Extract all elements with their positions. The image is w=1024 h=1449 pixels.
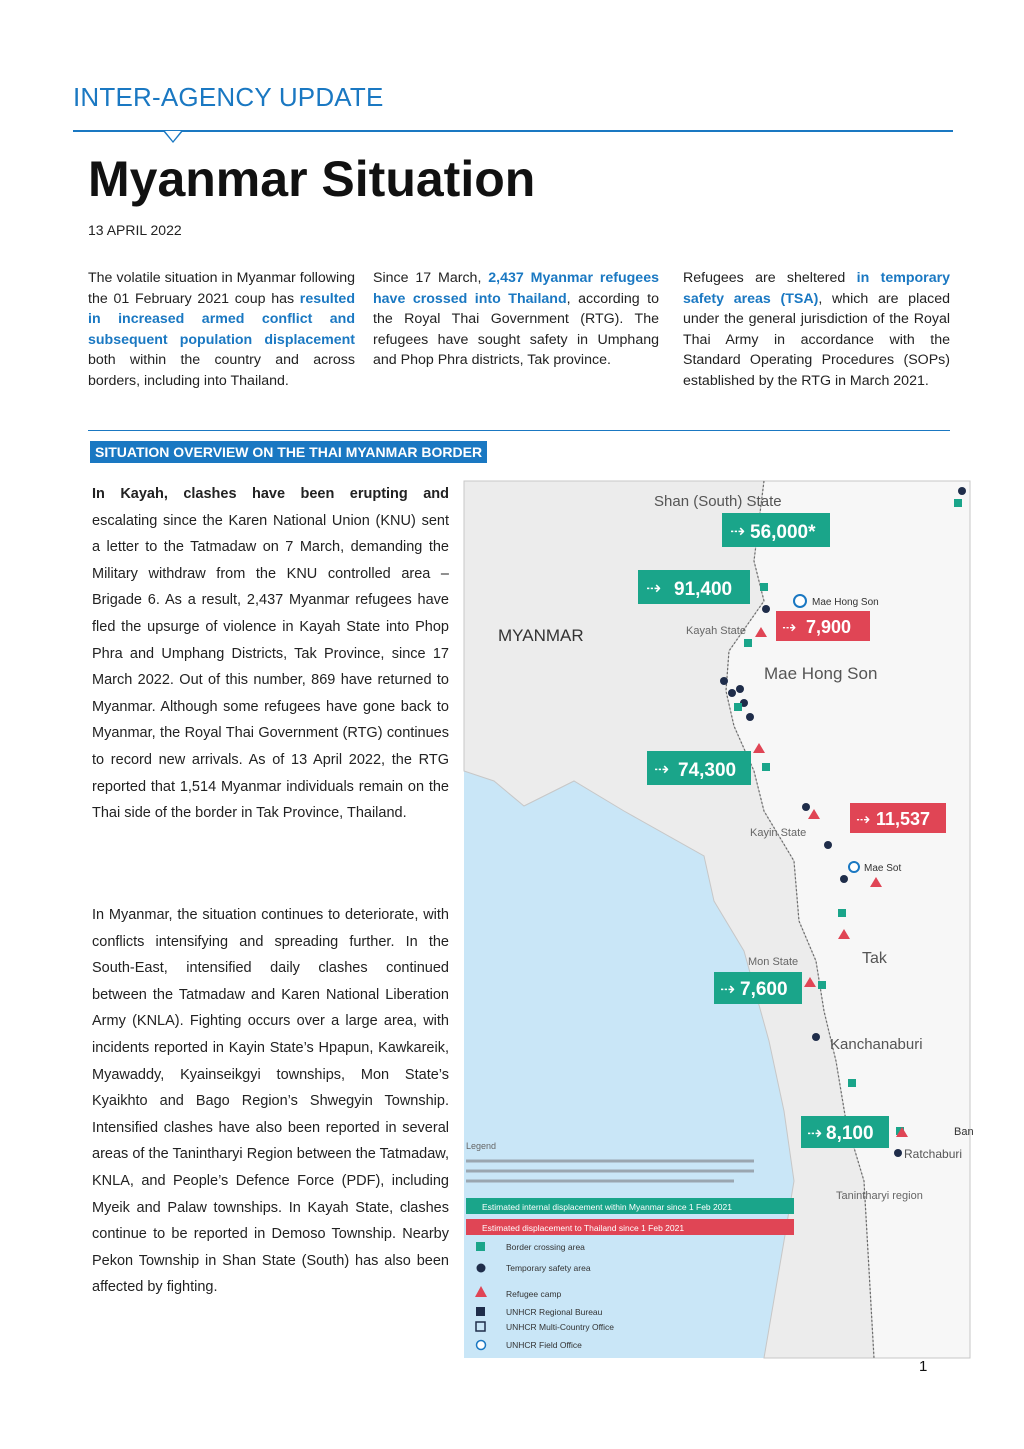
- page-number: 1: [919, 1358, 928, 1375]
- idp-badge-icon: ⇢: [730, 521, 746, 541]
- intro-column-1: [88, 268, 355, 391]
- legend-item-label: Border crossing area: [506, 1242, 585, 1252]
- map-label-shan: Shan (South) State: [654, 493, 782, 510]
- idp-badge-value: 91,400: [674, 579, 733, 600]
- body-paragraph-1-text: escalating since the Karen National Union (KNU) sent a letter to the Tatmadaw on 7 March, demanding the Military withdraw from the KNU controlled area – Brigade 6. As a result, 2,437 Myanmar refugees have fled the upsurge of violence in Kayah State into Phop Phra and Umphang Districts, Tak Province, since 17 March 2022. Out of this number, 869 have returned to Myanmar. Although some refugees have gone back to Myanmar, the Royal Thai Government (RTG) continues to record new arrivals. As of 13 April 2022, the RTG reported that 1,514 Myanmar individuals remain on the Thai side of the border in Tak Province, Thailand.: [92, 512, 449, 822]
- intro-2-text-end: , according to the Royal Thai Government (RTG). The refugees have sought safety in Umphang and Phop Phra districts, Tak province.: [373, 290, 659, 368]
- section-heading: SITUATION OVERVIEW ON THE THAI MYANMAR BORDER: [90, 441, 487, 463]
- legend-item-label: Refugee camp: [506, 1289, 562, 1299]
- border-crossing-area-icon: [954, 499, 962, 507]
- border-crossing-area-icon: [744, 639, 752, 647]
- idp-badge-icon: ⇢: [646, 578, 662, 598]
- body-paragraph-1-lead: In Kayah, clashes have been erupting and: [92, 486, 449, 502]
- intro-3-text-end: , which are placed under the general jurisdiction of the Royal Thai Army in accordance with the Standard Operating Procedures (SOPs) established by the RTG in March 2021.: [683, 290, 950, 389]
- intro-column-2: [373, 268, 659, 371]
- intro-column-3: [683, 268, 950, 391]
- temporary-safety-area-icon: [824, 841, 832, 849]
- legend-refugee-bar-label: Estimated displacement to Thailand since 1 Feb 2021: [482, 1223, 685, 1233]
- map-label-ban: Ban: [954, 1126, 974, 1138]
- intro-1-text-end: both within the country and across borders, including into Thailand.: [88, 352, 355, 389]
- border-crossing-area-icon: [476, 1242, 485, 1251]
- regional-bureau-icon: [476, 1307, 485, 1316]
- idp-badge: [647, 751, 751, 785]
- legend-item-label: UNHCR Field Office: [506, 1340, 582, 1350]
- idp-badge-icon: ⇢: [654, 759, 670, 779]
- refugee-badge-icon: ⇢: [856, 810, 871, 829]
- map-label-tanintharyi: Tanintharyi region: [836, 1190, 923, 1202]
- intro-1-highlight: resulted in increased armed conflict and subsequent population displacement: [88, 290, 355, 348]
- refugee-badge-icon: ⇢: [782, 618, 797, 637]
- idp-badge-value: 56,000*: [750, 522, 816, 543]
- refugee-badge-value: 7,900: [806, 617, 852, 637]
- temporary-safety-area-icon: [802, 803, 810, 811]
- temporary-safety-area-icon: [728, 689, 736, 697]
- idp-badge-icon: ⇢: [807, 1123, 823, 1143]
- map-label-mae-sot: Mae Sot: [864, 863, 902, 874]
- idp-badge-value: 8,100: [826, 1123, 874, 1144]
- map-label-kanchanaburi: Kanchanaburi: [830, 1036, 923, 1053]
- temporary-safety-area-icon: [958, 487, 966, 495]
- idp-badge: [801, 1116, 889, 1148]
- map-label-mae-hong-son-office: Mae Hong Son: [812, 597, 879, 608]
- field-office-icon: [794, 595, 806, 607]
- temporary-safety-area-icon: [840, 875, 848, 883]
- legend-item-label: UNHCR Multi-Country Office: [506, 1322, 615, 1332]
- idp-badge-value: 7,600: [740, 979, 788, 1000]
- temporary-safety-area-icon: [812, 1033, 820, 1041]
- border-crossing-area-icon: [838, 909, 846, 917]
- border-crossing-area-icon: [734, 703, 742, 711]
- idp-badge: [714, 972, 802, 1004]
- border-crossing-area-icon: [760, 583, 768, 591]
- intro-2-highlight: 2,437 Myanmar refugees have crossed into Thailand: [373, 270, 659, 307]
- border-crossing-area-icon: [848, 1079, 856, 1087]
- map-label-myanmar: MYANMAR: [498, 626, 584, 645]
- intro-3-highlight: in temporary safety areas (TSA): [683, 270, 950, 307]
- temporary-safety-area-icon: [894, 1149, 902, 1157]
- temporary-safety-area-icon: [746, 713, 754, 721]
- refugee-badge: [850, 803, 946, 833]
- section-rule: [88, 430, 950, 431]
- map-label-tak: Tak: [862, 950, 887, 967]
- page-title: Myanmar Situation: [88, 151, 536, 207]
- temporary-safety-area-icon: [477, 1264, 486, 1273]
- map-label-kayah: Kayah State: [686, 625, 746, 637]
- map-label-mon: Mon State: [748, 956, 799, 968]
- body-paragraph-2: In Myanmar, the situation continues to deteriorate, with conflicts intensifying and spreading further. In the South-East, intensified daily clashes continued between the Tatmadaw and Karen National Liberation Army (KNLA). Fighting occurs over a large area, with incidents reported in Kayin State’s Hpapun, Kawkareik, Myawaddy, Kyainseikgyi townships, Mon State’s Kyaikhto and Bago Region’s Shwegyin Township. Intensified clashes have also been reported in several areas of the Tanintharyi Region between the Tatmadaw, KNLA, and People’s Defence Force (PDF), including Myeik and Palaw townships. In Kayah State, clashes continue to be reported in Demoso Township. Nearby Pekon Township in Shan State (South) has also been affected by fighting.: [92, 907, 449, 1296]
- intro-2-text: Since 17 March,: [373, 270, 489, 286]
- border-situation-map: [464, 481, 974, 1358]
- temporary-safety-area-icon: [736, 685, 744, 693]
- report-date: 13 APRIL 2022: [88, 222, 182, 238]
- temporary-safety-area-icon: [720, 677, 728, 685]
- legend-idp-bar-label: Estimated internal displacement within Myanmar since 1 Feb 2021: [482, 1202, 732, 1212]
- body-paragraph-1: [92, 481, 449, 827]
- idp-badge-icon: ⇢: [720, 979, 736, 999]
- idp-badge: [638, 570, 750, 604]
- map-label-ratchaburi: Ratchaburi: [904, 1147, 963, 1161]
- inter-agency-kicker: INTER-AGENCY UPDATE: [73, 82, 384, 112]
- idp-badge: [722, 513, 830, 547]
- map-label-mae-hong-son: Mae Hong Son: [764, 664, 878, 683]
- border-crossing-area-icon: [762, 763, 770, 771]
- legend-item-label: Temporary safety area: [506, 1263, 591, 1273]
- field-office-icon: [849, 862, 859, 872]
- refugee-badge: [776, 611, 870, 641]
- intro-3-text: Refugees are sheltered: [683, 270, 857, 286]
- legend-item-label: UNHCR Regional Bureau: [506, 1307, 603, 1317]
- intro-1-text: The volatile situation in Myanmar following the 01 February 2021 coup has: [88, 270, 355, 307]
- field-office-icon: [477, 1341, 486, 1350]
- refugee-badge-value: 11,537: [876, 809, 931, 829]
- temporary-safety-area-icon: [762, 605, 770, 613]
- header-rule: [73, 130, 953, 132]
- idp-badge-value: 74,300: [678, 760, 737, 781]
- map-label-kayin: Kayin State: [750, 827, 807, 839]
- border-crossing-area-icon: [818, 981, 826, 989]
- header-rule-notch-inner: [165, 131, 181, 141]
- legend-title: Legend: [466, 1141, 497, 1151]
